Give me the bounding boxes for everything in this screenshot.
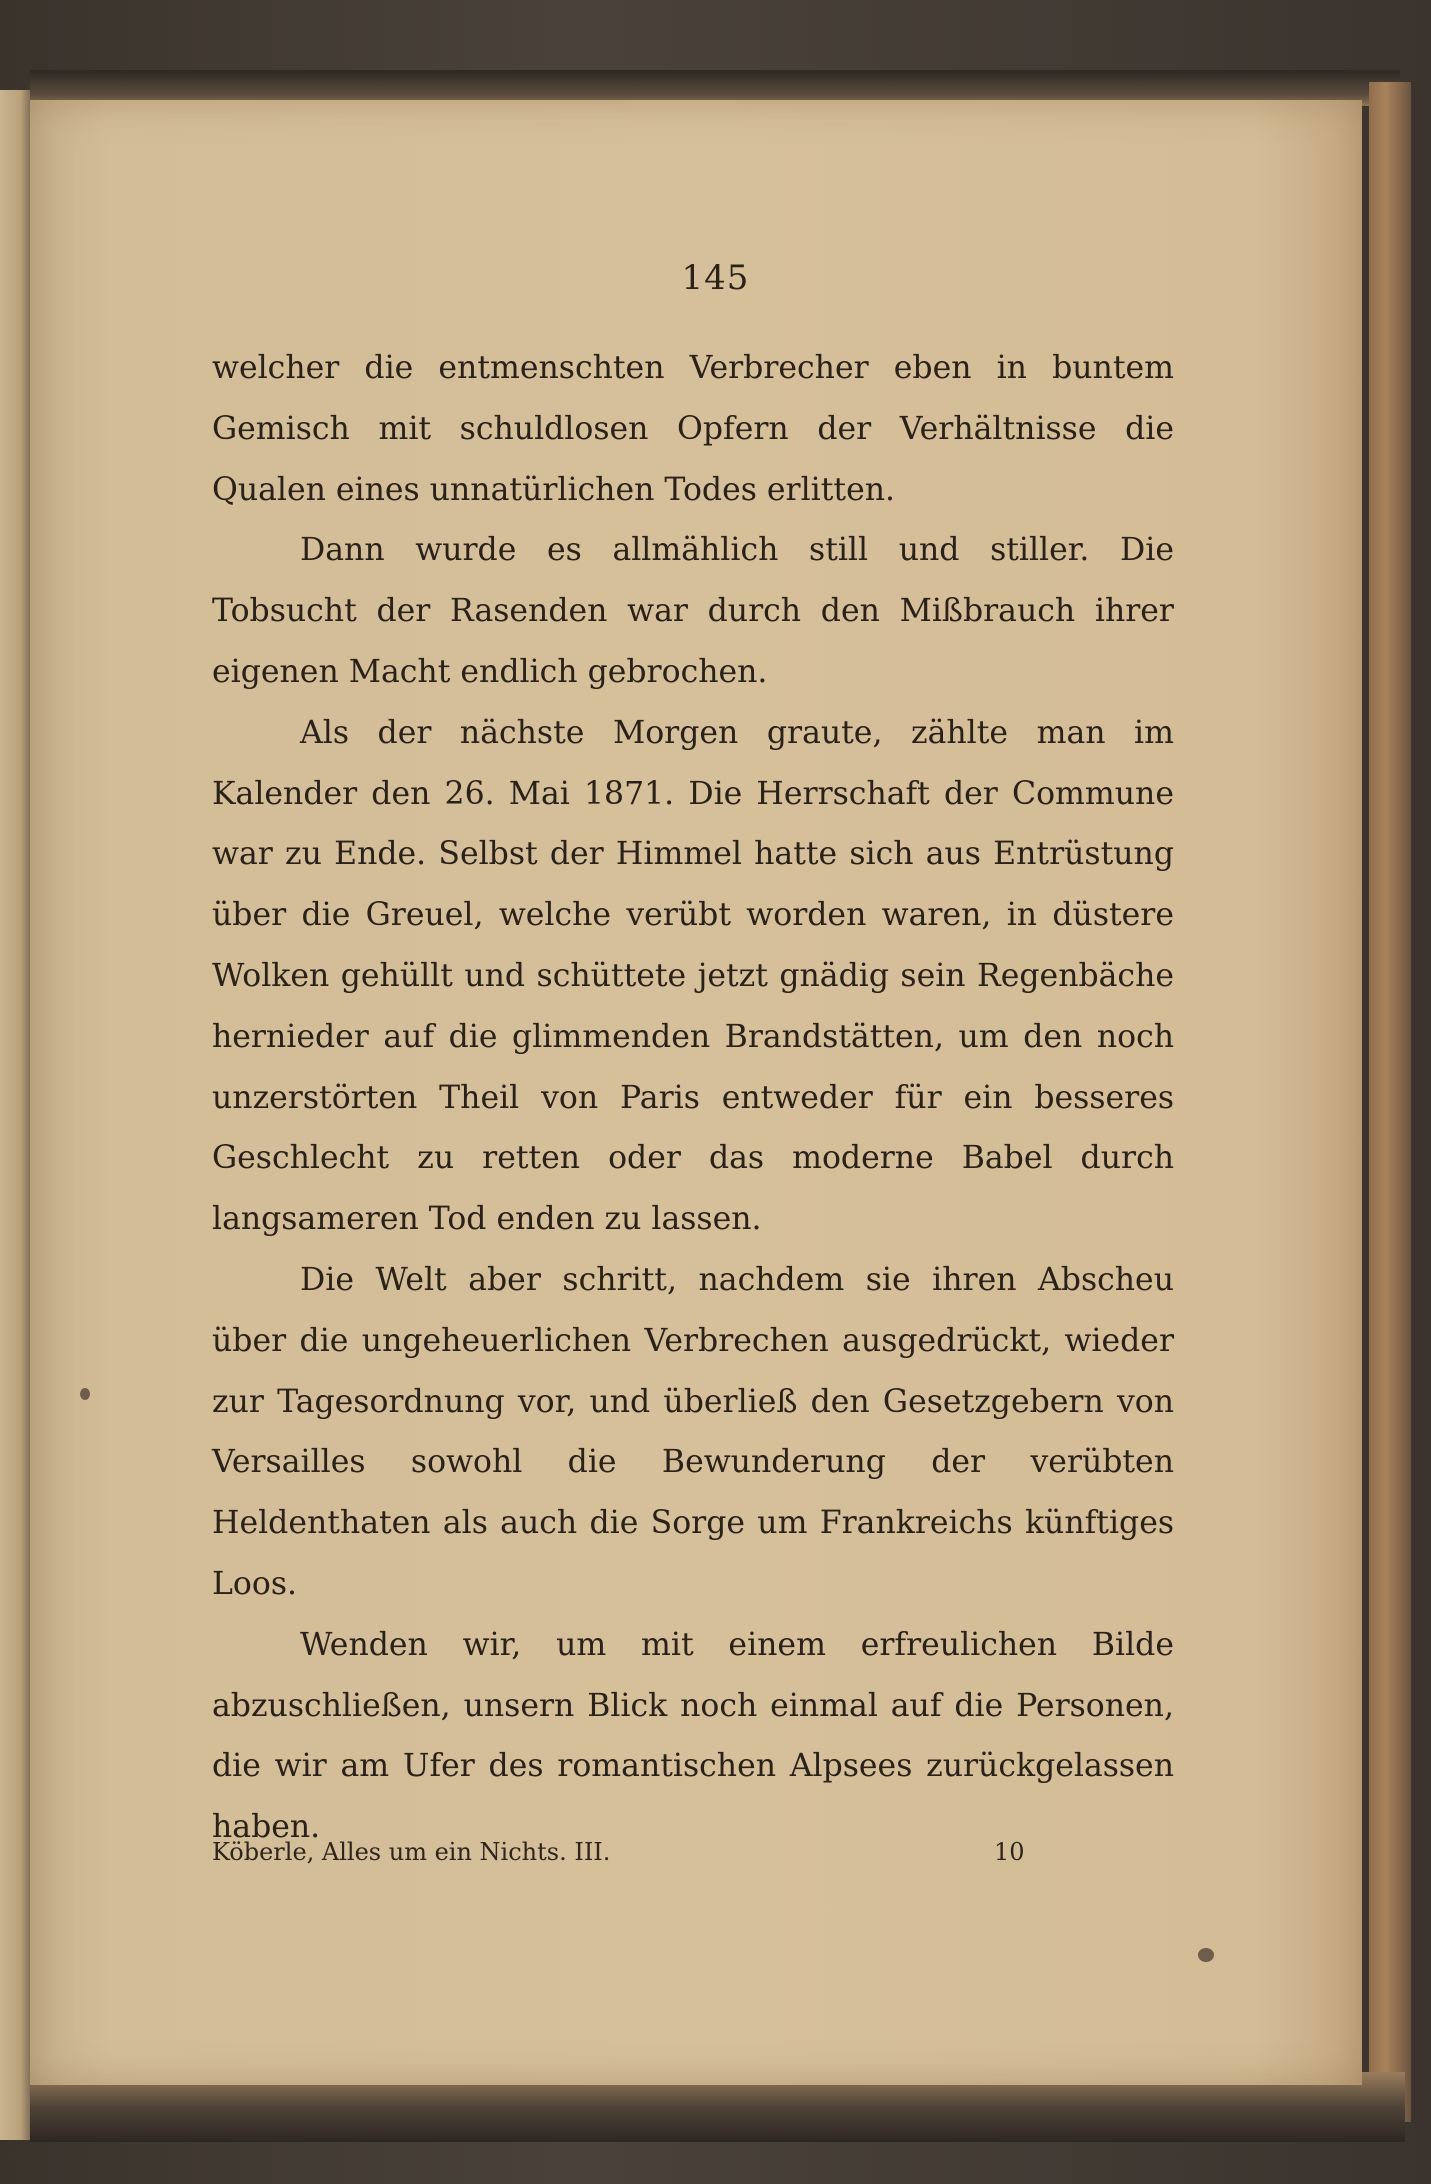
body-text [212,338,1174,1858]
paper-speck [1198,1948,1214,1962]
paragraph-1: welcher die entmenschten Verbrecher eben in buntem Gemisch mit schuldlosen Opfern der Verhältnisse die Qualen eines unnatürlichen Todes erlitten. [212,350,1174,508]
paragraph-4: Die Welt aber schritt, nachdem sie ihren Abscheu über die ungeheuerlichen Verbrechen ausgedrückt, wieder zur Tagesordnung vor, und überließ den Gesetzgebern von Versailles sowohl die Bewunderung der verübten Heldenthaten als auch die Sorge um Frankreichs künftiges Loos. [212,1261,1174,1602]
page-number: 145 [681,258,750,298]
paragraph-3: Als der nächste Morgen graute, zählte man im Kalender den 26. Mai 1871. Die Herrschaft der Commune war zu Ende. Selbst der Himmel hatte sich aus Entrüstung über die Greuel, welche verübt worden waren, in düstere Wolken gehüllt und schüttete jetzt gnädig sein Regenbäche hernieder auf die glimmenden Brandstätten, um den noch unzerstörten Theil von Paris entweder für ein besseres Geschlecht zu retten oder das moderne Babel durch langsameren Tod enden zu lassen. [212,714,1174,1238]
paper-speck [80,1388,90,1400]
paragraph-2: Dann wurde es allmählich still und stiller. Die Tobsucht der Rasenden war durch den Mißbrauch ihrer eigenen Macht endlich gebrochen. [212,532,1174,690]
right-page-edge [1369,82,1411,2122]
paragraph-5: Wenden wir, um mit einem erfreulichen Bilde abzuschließen, unsern Blick noch einmal auf die Personen, die wir am Ufer des romantischen Alpsees zurückgelassen haben. [212,1626,1174,1846]
sheet-number: 10 [994,1838,1025,1866]
footer-signature: Köberle, Alles um ein Nichts. III. [212,1838,611,1866]
